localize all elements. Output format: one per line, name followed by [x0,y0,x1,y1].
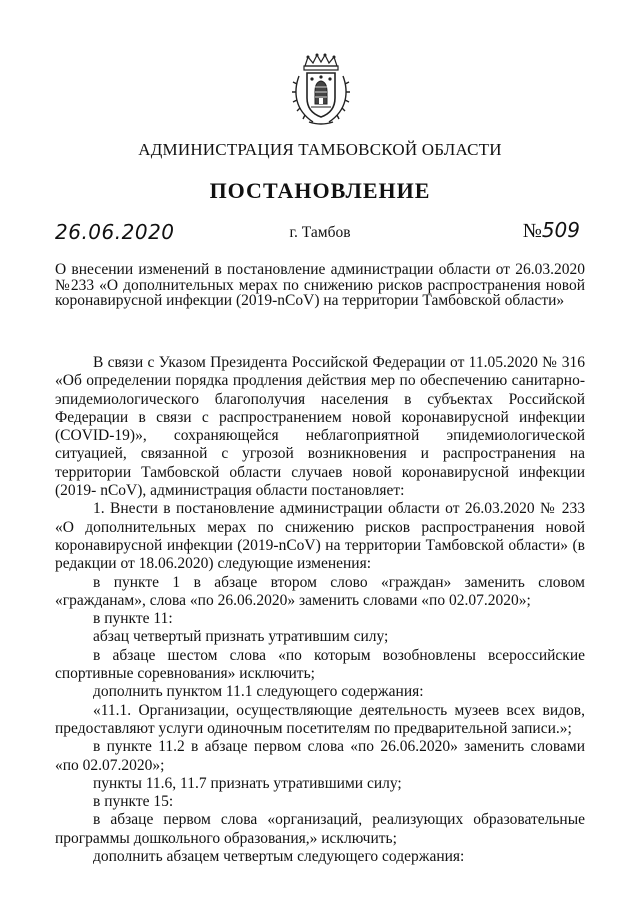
body-paragraph: дополнить пунктом 11.1 следующего содержания: [93,683,424,701]
number-sign: № [522,220,542,242]
body-paragraph: пункты 11.6, 11.7 признать утратившими силу; [93,774,402,792]
body-paragraph: абзац четвертый признать утратившим силу; [93,628,389,646]
agency-name: АДМИНИСТРАЦИЯ ТАМБОВСКОЙ ОБЛАСТИ [138,140,502,159]
body-paragraph: «11.1. Организации, осуществляющие деятельность музеев всех видов, предоставляют услуги одиночным посетителям по предварительной записи.»; [55,701,585,737]
body-paragraph: в пункте 11: [93,610,173,628]
body-paragraph: в абзаце шестом слова «по которым возобновлены всероссийские спортивные соревнования» исключить; [55,646,585,683]
body-paragraph: в пункте 11.2 в абзаце первом слова «по 26.06.2020» заменить словами «по 02.07.2020»; [55,738,585,774]
body-paragraph: в абзаце первом слова «организаций, реализующих образовательные программы дошкольного образования,» исключить; [55,811,585,847]
document-number [523,218,580,243]
body-paragraph: дополнить абзацем четвертым следующего содержания: [93,848,465,866]
document-subject: О внесении изменений в постановление администрации области от 26.03.2020 №233 «О дополнительных мерах по снижению рисков распространения новой коронавирусной инфекции (2019-nCoV) на территории Тамбовской области» [55,261,585,309]
document-date: 26.06.2020 [55,220,175,244]
tambov-coat-of-arms-icon [291,52,351,127]
document-type-title: ПОСТАНОВЛЕНИЕ [209,178,431,203]
body-paragraph: В связи с Указом Президента Российской Федерации от 11.05.2020 № 316 «Об определении порядка продления действия мер по обеспечению санитарно-эпидемиологического благополучия населения в субъектах Российской Федерации в связи с распространением новой коронавирусной инфекции (COVID-19)», сохраняющейся неблагоприятной эпидемиологической ситуацией, связанной с угрозой возникновения и распространения на территории Тамбовской области случаев новой коронавирусной инфекции (2019- nCoV), администрация области постановляет: [55,354,585,500]
body-paragraph: в пункте 15: [93,793,174,811]
document-body [55,354,585,866]
number-value: 509 [541,218,580,242]
body-paragraph: 1. Внести в постановление администрации области от 26.03.2020 № 233 «О дополнительных мерах по снижению рисков распространения новой коронавирусной инфекции (2019-nCoV) на территории Тамбовской области» (в редакции от 18.06.2020) следующие изменения: [55,500,585,573]
body-paragraph: в пункте 1 в абзаце втором слово «граждан» заменить словом «гражданам», слова «по 26.06.2020» заменить словами «по 02.07.2020»; [55,573,585,609]
document-city: г. Тамбов [289,224,351,241]
